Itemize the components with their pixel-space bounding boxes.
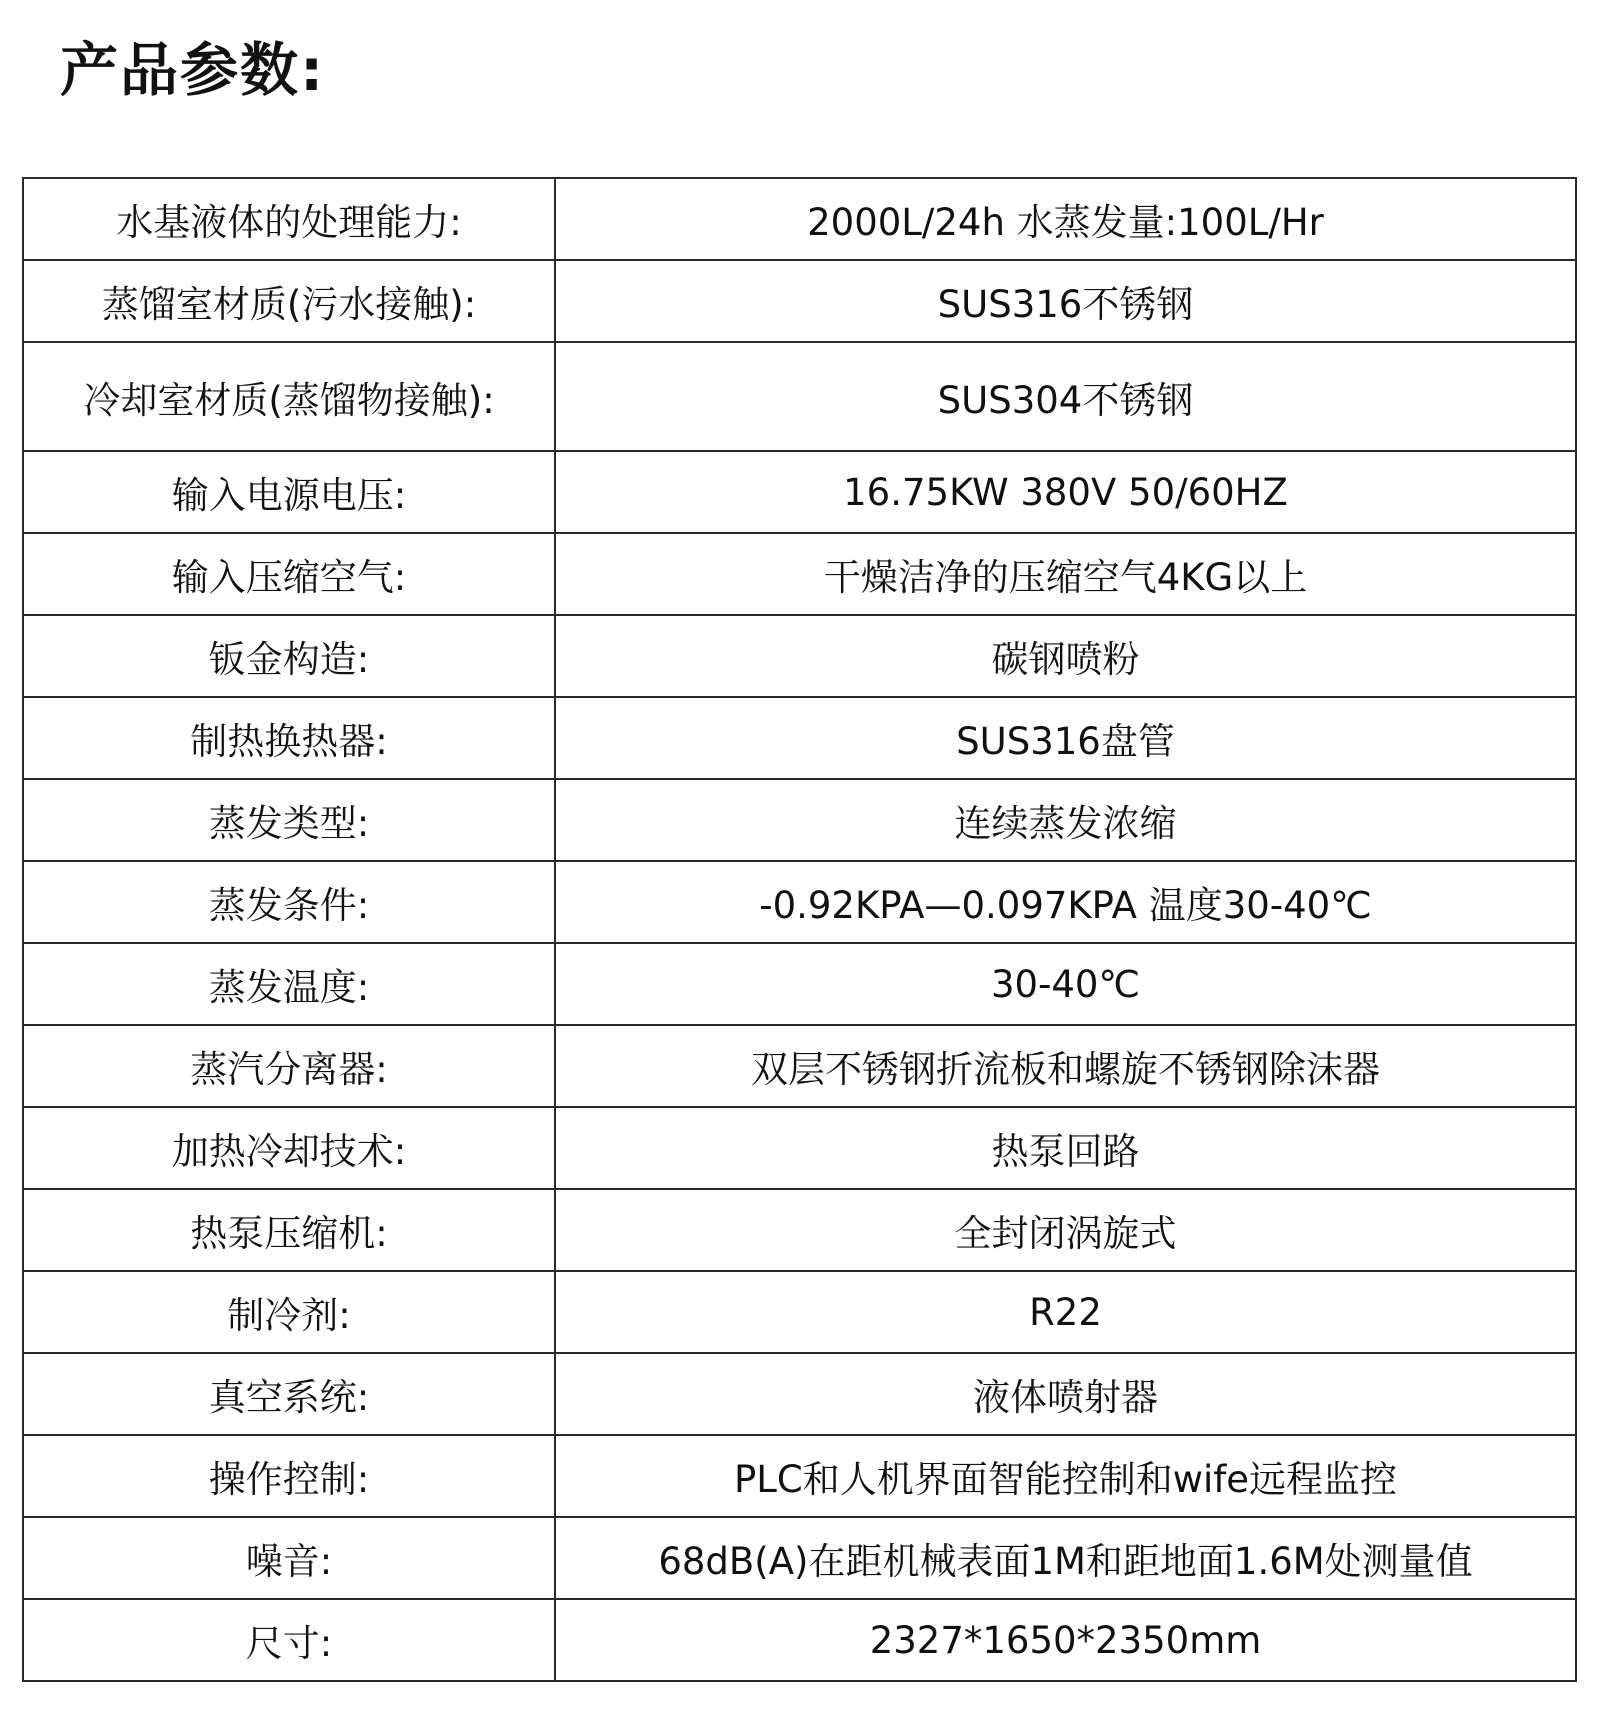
spec-label: 热泵压缩机: — [23, 1189, 555, 1271]
spec-value: 2000L/24h 水蒸发量:100L/Hr — [555, 178, 1576, 260]
spec-value: SUS304不锈钢 — [555, 342, 1576, 451]
spec-label: 钣金构造: — [23, 615, 555, 697]
table-row — [23, 451, 1576, 533]
table-row — [23, 697, 1576, 779]
spec-label: 蒸汽分离器: — [23, 1025, 555, 1107]
page-title: 产品参数: — [60, 36, 326, 104]
spec-label: 蒸发条件: — [23, 861, 555, 943]
spec-value: -0.92KPA—0.097KPA 温度30-40℃ — [555, 861, 1576, 943]
spec-label: 蒸发温度: — [23, 943, 555, 1025]
table-row — [23, 260, 1576, 342]
spec-label: 输入压缩空气: — [23, 533, 555, 615]
spec-label: 操作控制: — [23, 1435, 555, 1517]
spec-value: 16.75KW 380V 50/60HZ — [555, 451, 1576, 533]
spec-value: SUS316不锈钢 — [555, 260, 1576, 342]
table-row — [23, 1107, 1576, 1189]
table-row — [23, 342, 1576, 451]
spec-value: 双层不锈钢折流板和螺旋不锈钢除沫器 — [555, 1025, 1576, 1107]
spec-label: 制冷剂: — [23, 1271, 555, 1353]
spec-table — [22, 177, 1577, 1682]
spec-value: 2327*1650*2350mm — [555, 1599, 1576, 1681]
table-row — [23, 1025, 1576, 1107]
spec-label: 蒸馏室材质(污水接触): — [23, 260, 555, 342]
spec-label: 真空系统: — [23, 1353, 555, 1435]
table-row — [23, 1599, 1576, 1681]
spec-label: 蒸发类型: — [23, 779, 555, 861]
spec-label: 水基液体的处理能力: — [23, 178, 555, 260]
spec-label: 加热冷却技术: — [23, 1107, 555, 1189]
spec-value: 液体喷射器 — [555, 1353, 1576, 1435]
spec-label: 冷却室材质(蒸馏物接触): — [23, 342, 555, 451]
table-row — [23, 861, 1576, 943]
table-row — [23, 779, 1576, 861]
spec-value: SUS316盘管 — [555, 697, 1576, 779]
table-row — [23, 533, 1576, 615]
spec-label: 尺寸: — [23, 1599, 555, 1681]
table-row — [23, 1189, 1576, 1271]
spec-value: 连续蒸发浓缩 — [555, 779, 1576, 861]
table-row — [23, 615, 1576, 697]
spec-value: 全封闭涡旋式 — [555, 1189, 1576, 1271]
spec-value: 干燥洁净的压缩空气4KG以上 — [555, 533, 1576, 615]
spec-value: 68dB(A)在距机械表面1M和距地面1.6M处测量值 — [555, 1517, 1576, 1599]
spec-label: 制热换热器: — [23, 697, 555, 779]
spec-value: 30-40℃ — [555, 943, 1576, 1025]
spec-label: 输入电源电压: — [23, 451, 555, 533]
table-row — [23, 1517, 1576, 1599]
spec-value: PLC和人机界面智能控制和wife远程监控 — [555, 1435, 1576, 1517]
table-row — [23, 1353, 1576, 1435]
table-row — [23, 1435, 1576, 1517]
table-row — [23, 943, 1576, 1025]
spec-label: 噪音: — [23, 1517, 555, 1599]
spec-value: 碳钢喷粉 — [555, 615, 1576, 697]
spec-value: R22 — [555, 1271, 1576, 1353]
spec-value: 热泵回路 — [555, 1107, 1576, 1189]
table-row — [23, 1271, 1576, 1353]
table-row — [23, 178, 1576, 260]
